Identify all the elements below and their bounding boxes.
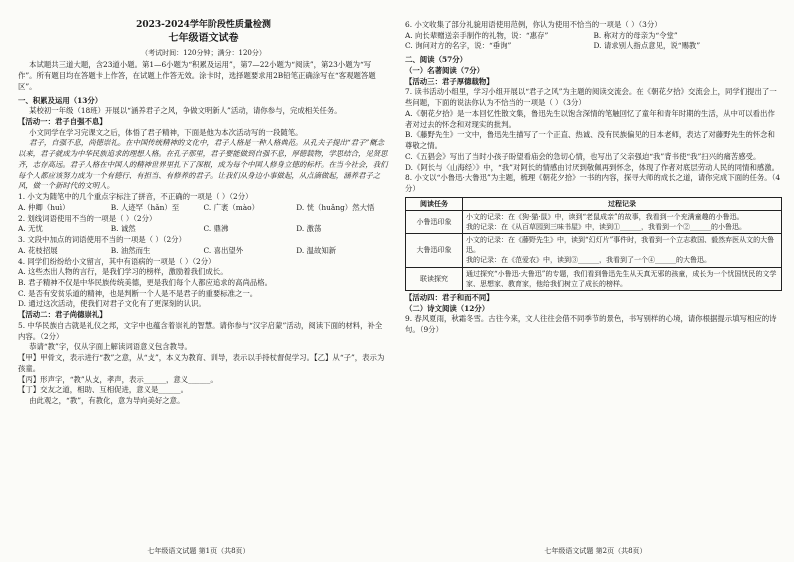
activity-1-heading: 【活动一：君子自强不息】 [18, 117, 107, 126]
table-row [406, 210, 782, 233]
table-row [406, 267, 782, 290]
question-3-options [18, 246, 389, 257]
q5-line: 【丁】交友之道，相助、互相促进，意义是______。 [18, 385, 188, 395]
question-6: 6. 小文收集了部分礼貌用语使用范例，你认为使用不恰当的一项是（ ）（3分） [405, 20, 662, 29]
table-cell-record: 通过探究“小鲁迅·大鲁迅”的专题，我们看到鲁迅先生从天真无邪的孩童，成长为一个忧国忧民的文学家、思想家、教育家，他给我们树立了成长的榜样。 [463, 267, 782, 290]
option: B. 君子精神不仅是中华民族传统美德，更是我们每个人都应追求的高尚品格。 [18, 278, 273, 288]
table-cell-task: 联读探究 [406, 267, 463, 290]
story-intro: 小文同学在学习完课文之后，体悟了君子精神，下面是他为本次活动写的一段随笔。 [29, 127, 303, 137]
table-cell-task: 小鲁迅印象 [406, 210, 463, 233]
question-8: 8. 小文以“小鲁迅·大鲁迅”为主题，梳理《朝花夕拾》一书的内容，探寻大师的成长之道，请你完成下面的任务。（4分） [405, 173, 781, 194]
option: D. 通过这次活动，使我们对君子文化有了更深刻的认识。 [18, 299, 206, 309]
option: B. 油然而生 [110, 245, 151, 255]
record-line: 我的记录：在《从百草园到三味书屋》中，读到①______，我看到一个②______的小鲁迅。 [466, 223, 746, 232]
exam-title: 2023-2024学年阶段性质量检测 [136, 20, 271, 30]
question-5: 5. 中华民族自古就是礼仪之邦，文字中也蕴含着崇礼的智慧。请你参与“汉字启蒙”活动，阅读下面的材料，补全内容。（2分） [18, 320, 383, 341]
table-cell-task: 大鲁迅印象 [406, 234, 463, 267]
table-header: 过程记录 [463, 197, 782, 210]
exam-instructions: 本试题共三道大题，含23道小题。第1—6小题为“积累及运用”，第7—22小题为“阅读”，第23小题为“写作”。所有题目均在答题卡上作答，在试题上作答无效。涂卡时，选择题要求用2B铅笔正确涂写在“客观题答题区”。 [18, 60, 376, 91]
option: D. 恍（huǎng）然大悟 [296, 202, 375, 212]
question-1: 1. 小文为随笔中的几个重点字标注了拼音，不正确的一项是（ ）（2分） [18, 192, 253, 202]
question-6-options [405, 31, 782, 52]
option: D. 激荡 [296, 224, 322, 234]
option: D. 请求别人指点意见，说“赐教” [593, 41, 701, 51]
option: D. 温故知新 [296, 245, 337, 255]
option: B. 称对方的母亲为“令堂” [593, 30, 678, 40]
option: B. 诚然 [110, 224, 136, 234]
option: C. 是否有安贫乐道的精神，也是判断一个人是不是君子的重要标准之一。 [18, 288, 258, 298]
record-line: 小文的记录：在《狗·猫·鼠》中，读到“老鼠成亲”的故事，我看到一个充满童趣的小鲁迅。 [466, 212, 744, 221]
activity-3-heading: 【活动三：君子厚德载物】 [405, 76, 494, 86]
exam-meta: （考试时间：120分钟；满分：120分） [141, 49, 266, 58]
q5-line: 【丙】形声字，“教”从攴，孝声，表示______，意义______。 [18, 374, 218, 384]
question-2: 2. 划线词语使用不当的一项是（ ）（2分） [18, 213, 157, 223]
question-4: 4. 同学们纷纷给小文留言，其中有语病的一项是（ ）（2分） [18, 256, 216, 266]
page-footer-left: 七年级语文试题 第1页（共8页） [147, 546, 250, 555]
question-3: 3. 文段中加点的词语使用不当的一项是（ ）（2分） [18, 235, 186, 245]
record-line: 我的记录：在《范爱农》中，读到③______，我看到了一个④______的大鲁迅。 [466, 256, 711, 265]
option: C. 询问对方的名字，说：“垂询” [405, 41, 512, 51]
option: C. 鼎沸 [203, 224, 229, 234]
section-heading-2: 二、阅读（57分） [405, 55, 468, 65]
option: A. 向长辈赠送亲手制作的礼物，说：“惠存” [405, 30, 549, 40]
q5-line: 【甲】甲骨文，表示进行“教”之意，从“攴”，本义为教育、训导，表示以手持杖督促学习。【乙】从“子”，表示为孩童。 [18, 353, 385, 373]
option: A.《朝花夕拾》是一本回忆性散文集，鲁迅先生以饱含深情的笔触回忆了童年和青年时期的生活，从中可以看出作者对过去的怀念和对现实的批判。 [405, 108, 775, 129]
activity-4-heading: 【活动四：君子和而不同】 [405, 292, 494, 302]
option: A. 无忧 [18, 224, 43, 234]
option: A. 这些杰出人物的言行，是我们学习的榜样，激励着我们成长。 [18, 267, 228, 277]
option: C. 喜出望外 [203, 245, 244, 255]
story-passage: 君子，自强不息，尚德崇礼。在中国传统精神的文化中，君子人格是一种人格典范。从孔夫子提出“君子”概念以来，君子就成为中华民族追求的理想人格。在孔子那里，君子要能做到自强不息，厚德载物，学思结合，见贤思齐，志存高远。君子人格在中国人的精神世界里扎下了深根，成为每个中国人修身立德的标杆。在当今社会，我们每个人都应该努力成为一个有德行、有担当、有修养的君子。让我们从身边小事做起，从点滴做起，涵养君子之风，做一个新时代的文明人。 [18, 138, 388, 191]
section-heading-1: 一、积累及运用（13分） [18, 95, 103, 105]
question-7: 7. 读书活动小组里，学习小组开展以“君子之风”为主题的阅读交流会。在《朝花夕拾》交流会上，同学们提出了一些问题，下面的说法你认为不恰当的一项是（ ）（3分） [405, 87, 777, 108]
page-footer-right: 七年级语文试题 第2页（共8页） [544, 546, 647, 555]
option: B.《藤野先生》一文中，鲁迅先生描写了一个正直、热诚、没有民族偏见的日本老师，表达了对藤野先生的怀念和尊敬之情。 [405, 130, 775, 151]
exam-subtitle: 七年级语文试卷 [168, 32, 239, 44]
option: A. 花枝招展 [18, 245, 58, 255]
table-row [406, 234, 782, 267]
question-9: 9. 春风夏雨，秋霜冬雪。古往今来，文人往往会借不同季节的景色，书写别样的心境，请你根据提示填写相应的诗句。（9分） [405, 314, 777, 335]
option: D.《阿长与〈山海经〉》中，“我”对阿长的情感由讨厌到敬佩再到怀念，体现了作者对底层劳动人民的同情和感激。 [405, 162, 780, 172]
table-cell-record [463, 234, 782, 267]
option: C.《五猖会》写出了当时小孩子盼望看庙会的急切心情，也写出了父亲强迫“我”背书使“我”扫兴的痛苦感受。 [405, 151, 761, 161]
table-header: 阅读任务 [406, 197, 463, 210]
option: A. 仲卿（huì） [18, 202, 70, 212]
activity-intro: 某校初一年级（18班）开展以“涵养君子之风，争做文明新人”活动，请你参与，完成相关任务。 [29, 106, 342, 116]
subsection-heading-1: （一）名著阅读（7分） [405, 65, 485, 75]
page-right [397, 0, 794, 562]
record-line: 小文的记录：在《藤野先生》中，读到“幻灯片”事件时，我看到一个立志救国、毅然弃医从文的大鲁迅。 [466, 236, 775, 255]
question-1-options [18, 203, 389, 214]
activity-2-heading: 【活动二：君子尚德崇礼】 [18, 310, 107, 320]
subsection-heading-2: （二）诗文阅读（12分） [405, 303, 490, 313]
q5-line: 由此观之，“教”，有教化，意为导向美好之意。 [29, 396, 185, 406]
q5-line: 恭请“教”字，仅从字面上解读词语意义包含教导。 [29, 342, 192, 352]
question-2-options [18, 224, 389, 235]
option: C. 广袤（mào） [203, 202, 260, 212]
table-header-row [406, 197, 782, 210]
reading-task-table [405, 197, 782, 291]
option: B. 人迹罕（hǎn）至 [110, 202, 180, 212]
table-cell-record [463, 210, 782, 233]
